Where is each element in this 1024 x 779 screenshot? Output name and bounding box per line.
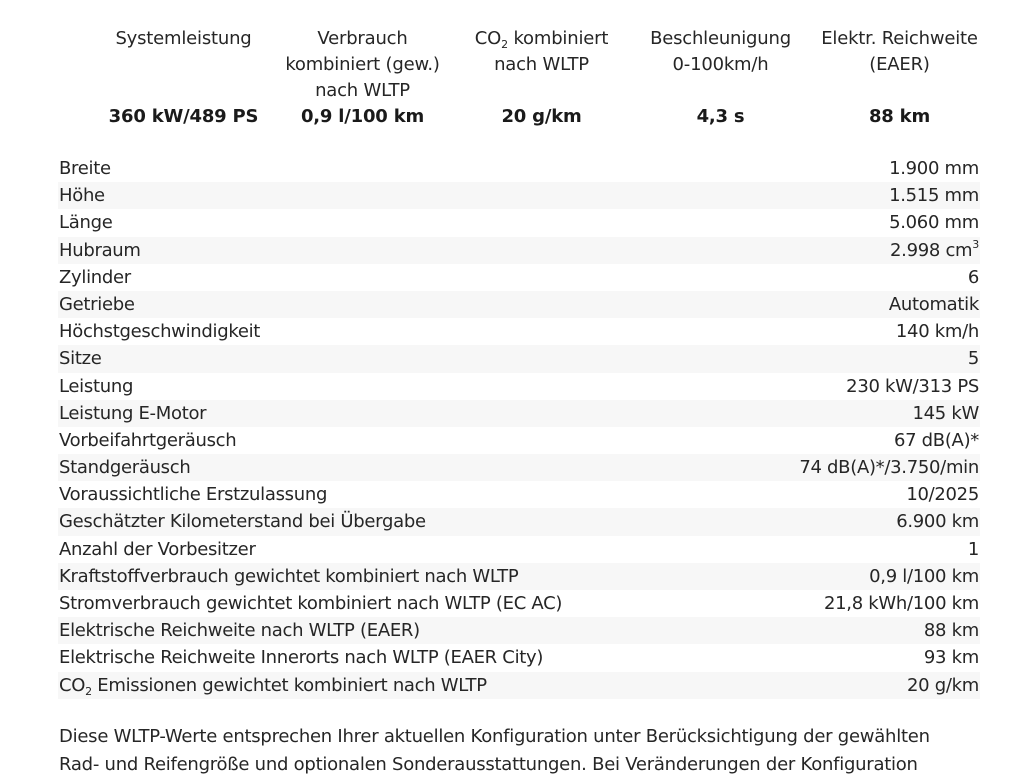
- kpi-value: 4,3 s: [696, 106, 745, 127]
- spec-label: Breite: [59, 158, 111, 179]
- spec-label: Elektrische Reichweite Innerorts nach WLTP (EAER City): [59, 647, 544, 669]
- spec-value: 2.998 $cm^3$: [890, 237, 979, 261]
- spec-row-displacement: [58, 237, 980, 264]
- spec-label: Kraftstoffverbrauch gewichtet kombiniert nach WLTP: [59, 565, 519, 587]
- kpi-label: Elektr. Reichweite (EAER): [821, 28, 978, 75]
- spec-value: 1.515 mm: [889, 185, 979, 207]
- spec-value: 21,8 kWh/100 km: [823, 593, 979, 614]
- spec-row-standing-noise: [58, 454, 980, 481]
- spec-value: 6.900 km: [896, 511, 979, 533]
- spec-label: Elektrische Reichweite nach WLTP (EAER): [59, 620, 420, 642]
- spec-value: 5: [967, 348, 979, 370]
- spec-row-transmission: [58, 291, 980, 318]
- kpi-label: Systemleistung: [115, 28, 252, 49]
- spec-label: Höchstgeschwindigkeit: [59, 321, 261, 343]
- spec-value: 230 kW/313 PS: [846, 375, 979, 397]
- spec-row-width: [58, 155, 980, 182]
- spec-row-previous-owners: [58, 536, 980, 563]
- spec-label: Standgeräusch: [59, 457, 191, 479]
- spec-row-first-registration: [58, 481, 980, 508]
- spec-row-cylinders: [58, 264, 980, 291]
- spec-label: Anzahl der Vorbesitzer: [59, 538, 256, 560]
- kpi-acceleration: [631, 26, 810, 130]
- spec-label: Stromverbrauch gewichtet kombiniert nach WLTP (EC AC): [59, 593, 563, 614]
- kpi-value: 20 g/km: [501, 106, 582, 127]
- spec-value: 140 km/h: [895, 321, 979, 343]
- kpi-value: 360 kW/489 PS: [108, 106, 259, 127]
- spec-label: Leistung E-Motor: [59, 402, 207, 424]
- spec-label: Hubraum: [59, 239, 141, 261]
- spec-label: Länge: [59, 212, 113, 234]
- spec-row-fuel-consumption: [58, 563, 980, 590]
- spec-row-top-speed: [58, 318, 980, 345]
- kpi-electric-range: [810, 26, 989, 130]
- spec-row-height: [58, 182, 980, 209]
- spec-row-passby-noise: [58, 427, 980, 454]
- key-figures: [94, 26, 990, 130]
- spec-value: 67 dB(A)*: [893, 429, 979, 451]
- kpi-system-power: [94, 26, 273, 130]
- spec-label: Leistung: [59, 375, 134, 397]
- spec-row-emotor-power: [58, 400, 980, 427]
- spec-row-power-consumption: [58, 590, 980, 617]
- kpi-co2: [452, 26, 631, 130]
- spec-value: 93 km: [923, 647, 979, 669]
- kpi-label: $CO_2$ kombiniert nach WLTP: [474, 28, 609, 75]
- spec-row-seats: [58, 345, 980, 372]
- kpi-label: Verbrauch kombiniert (gew.) nach WLTP: [285, 28, 440, 101]
- spec-value: 1.900 mm: [889, 158, 979, 179]
- spec-label: Getriebe: [59, 293, 135, 315]
- spec-value: 0,9 l/100 km: [869, 565, 979, 587]
- spec-label: Geschätzter Kilometerstand bei Übergabe: [59, 511, 426, 533]
- spec-value: 5.060 mm: [889, 212, 979, 234]
- spec-row-length: [58, 209, 980, 236]
- spec-label: Zylinder: [59, 266, 131, 288]
- disclaimer-line: Rad- und Reifengröße und optionalen Sonderausstattungen. Bei Veränderungen der Konfiguration: [59, 754, 918, 775]
- spec-value: 74 dB(A)*/3.750/min: [799, 457, 979, 479]
- kpi-consumption: [273, 26, 452, 130]
- spec-value: 1: [967, 538, 979, 560]
- spec-label: $CO_2$ Emissionen gewichtet kombiniert nach WLTP: [59, 674, 487, 698]
- spec-row-power: [58, 373, 980, 400]
- spec-label: Sitze: [59, 348, 102, 370]
- spec-label: Voraussichtliche Erstzulassung: [59, 484, 328, 506]
- disclaimer-line: Diese WLTP-Werte entsprechen Ihrer aktuellen Konfiguration unter Berücksichtigung der gewählten: [59, 726, 930, 747]
- spec-label: Höhe: [59, 185, 105, 207]
- spec-row-mileage: [58, 508, 980, 535]
- kpi-label: Beschleunigung 0-100km/h: [650, 28, 791, 75]
- spec-value: 10/2025: [906, 484, 979, 506]
- kpi-value: 0,9 l/100 km: [300, 106, 425, 127]
- spec-value: 6: [967, 266, 979, 288]
- spec-label: Vorbeifahrtgeräusch: [59, 429, 237, 451]
- spec-row-electric-range: [58, 617, 980, 644]
- spec-table: [58, 155, 980, 699]
- spec-value: 145 kW: [912, 402, 979, 424]
- kpi-value: 88 km: [868, 106, 931, 127]
- spec-value: 20 g/km: [907, 674, 979, 696]
- spec-value: Automatik: [888, 293, 979, 315]
- wltp-disclaimer: [59, 723, 979, 779]
- spec-value: 88 km: [923, 620, 979, 642]
- spec-row-electric-range-city: [58, 644, 980, 671]
- spec-row-co2-emissions: [58, 672, 980, 699]
